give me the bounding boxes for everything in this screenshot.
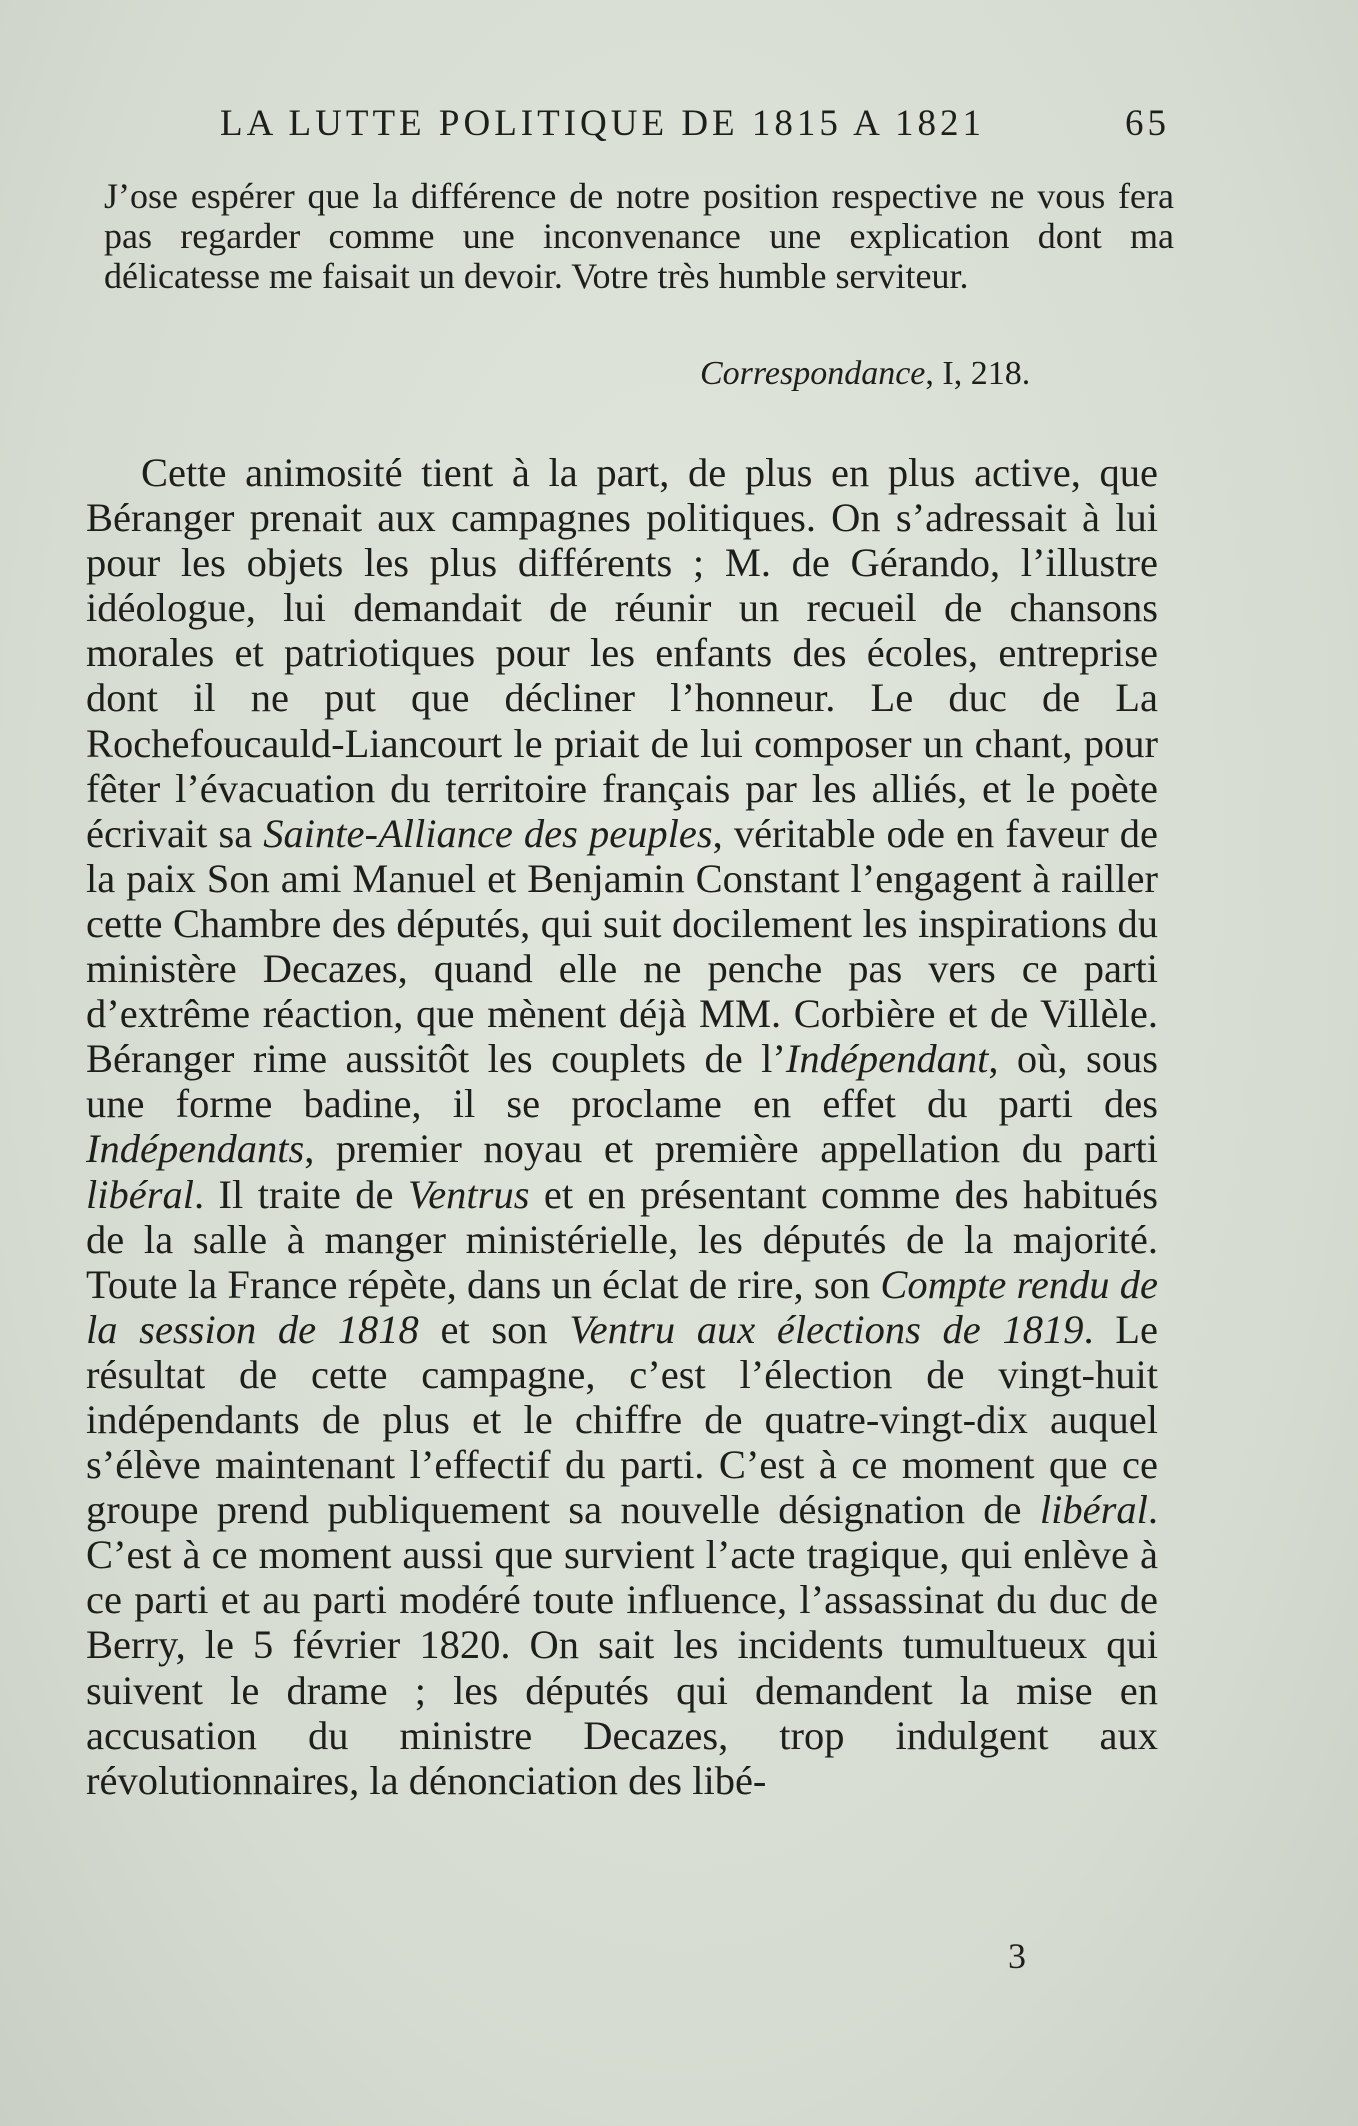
paragraph-text: et en présentant comme des habitués de la salle à manger ministérielle, les députés de la majorité. Toute la France répète, dans un éclat de rire, son	[86, 1171, 1158, 1307]
page-number: 65	[1125, 103, 1170, 144]
italic-title: Sainte-Alliance des peuples	[263, 810, 713, 856]
italic-title: Indépendant	[785, 1036, 989, 1082]
italic-term: libéral	[86, 1171, 194, 1217]
paragraph-text: . Il traite de	[194, 1171, 408, 1217]
paragraph-text: . C’est à ce moment aussi que survient l’acte tragique, qui enlève à ce parti et au parti modéré toute influence, l’assassinat du duc de Berry, le 5 février 1820. On sait les incidents tumultueux qui suivent le drame ; les députés qui demandent la mise en accusation du ministre Decazes, trop indulgent aux révolutionnaires, la dénonciation des libé-	[86, 1487, 1158, 1803]
paragraph-text: et son	[418, 1306, 570, 1352]
running-title: LA LUTTE POLITIQUE DE 1815 A 1821	[220, 103, 986, 144]
main-paragraph	[86, 450, 1158, 1803]
source-title: Correspondance	[700, 355, 926, 392]
paragraph-text: , où, sous une forme badine, il se proclame en effet du parti des	[86, 1036, 1158, 1127]
source-reference: , I, 218.	[925, 355, 1031, 392]
paragraph-text: . Le résultat de cette campagne, c’est l’élection de vingt-huit indépendants de plus et le chiffre de quatre-vingt-dix auquel s’élève maintenant l’effectif du parti. C’est à ce moment que ce groupe prend publiquement sa nouvelle désignation de	[86, 1306, 1158, 1533]
paragraph-text: , véritable ode en faveur de la paix Son ami Manuel et Benjamin Constant l’engagent à railler cette Chambre des députés, qui suit docilement les inspirations du ministère Decazes, quand elle ne penche pas vers ce parti d’extrême réaction, que mènent déjà MM. Corbière et de Villèle. Béranger rime aussitôt les couplets de l’	[86, 810, 1158, 1082]
running-head	[220, 102, 1170, 146]
letter-excerpt: J’ose espérer que la différence de notre position respective ne vous fera pas regarder comme une inconvenance une explication dont ma délicatesse me faisait un devoir. Votre très humble serviteur.	[104, 176, 1174, 296]
italic-term: Ventrus	[407, 1171, 530, 1217]
signature-mark: 3	[1008, 1936, 1026, 1976]
italic-term: Indépendants	[86, 1126, 305, 1172]
paragraph-text: Cette animosité tient à la part, de plus en plus active, que Béranger prenait aux campagnes politiques. On s’adressait à lui pour les objets les plus différents ; M. de Gérando, l’illustre idéologue, lui demandait de réunir un recueil de chansons morales et patriotiques pour les enfants des écoles, entreprise dont il ne put que décliner l’honneur. Le duc de La Rochefoucauld-Liancourt le priait de lui composer un chant, pour fêter l’évacuation du territoire français par les alliés, et le poète écrivait sa	[86, 450, 1158, 856]
italic-title: Compte rendu de la session de 1818	[86, 1261, 1158, 1352]
source-citation	[700, 355, 1030, 393]
italic-title: Ventru aux élections de 1819	[569, 1306, 1084, 1352]
paragraph-text: , premier noyau et première appellation du parti	[304, 1126, 1158, 1172]
italic-term: libéral	[1039, 1487, 1148, 1533]
